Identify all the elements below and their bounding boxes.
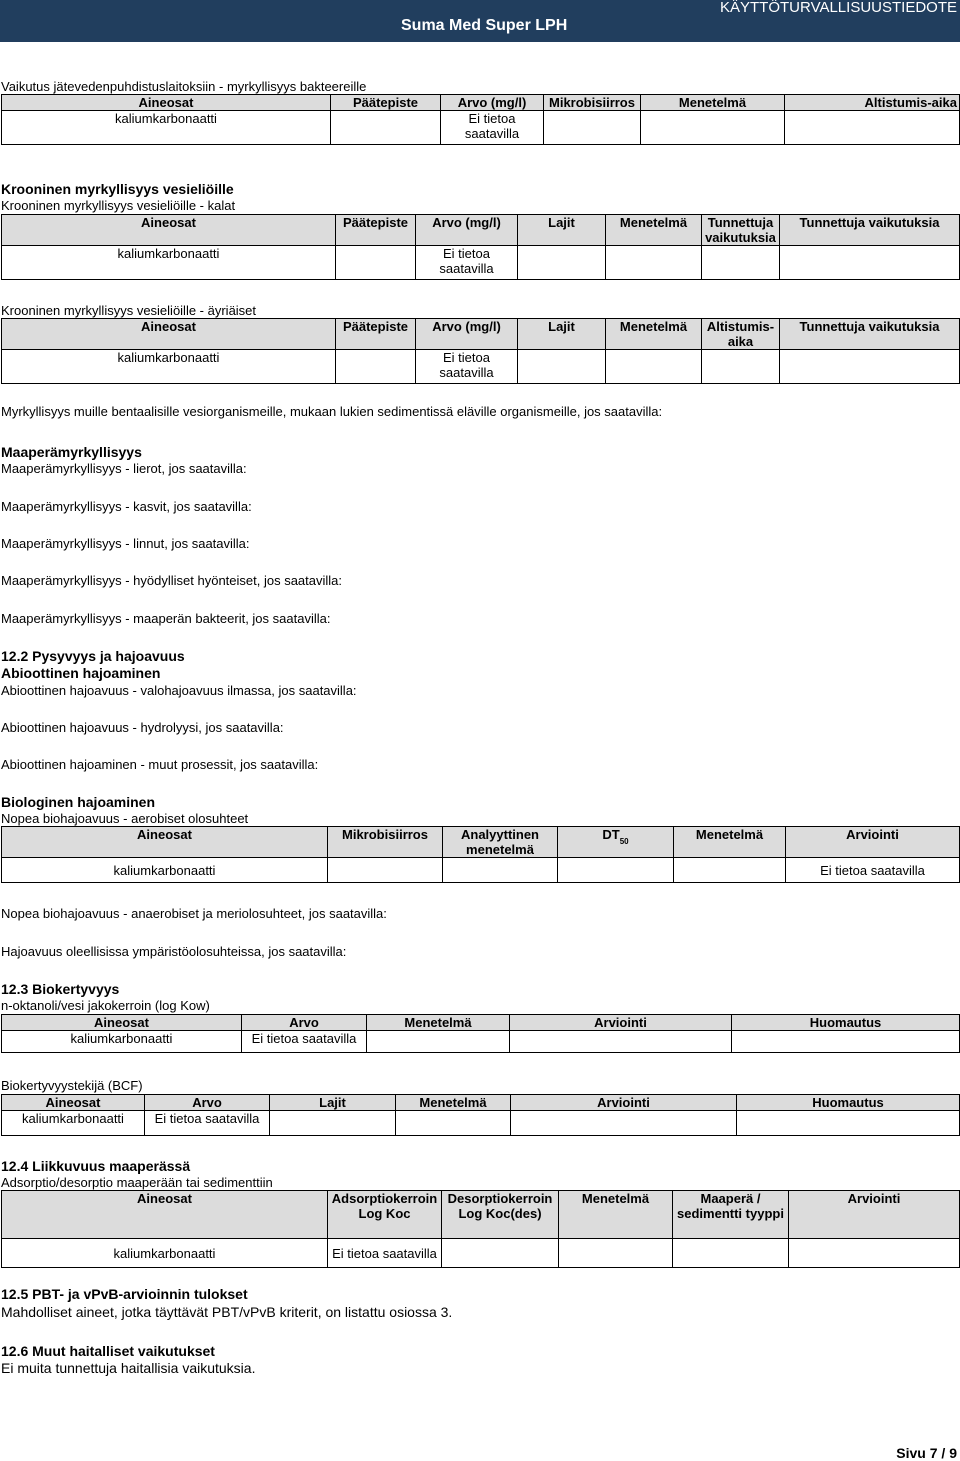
table-cell — [336, 350, 416, 384]
column-header: Päätepiste — [331, 95, 441, 111]
column-header: Lajit — [518, 215, 606, 246]
table-header-row — [2, 1095, 960, 1111]
table-cell: kaliumkarbonaatti — [2, 111, 331, 145]
document-title: KÄYTTÖTURVALLISUUSTIEDOTE — [720, 0, 957, 16]
column-header: Aineosat — [2, 1191, 328, 1239]
chronic-fish-table — [1, 214, 960, 280]
table-header-row — [2, 95, 960, 111]
kow-title: n-oktanoli/vesi jakokerroin (log Kow) — [1, 998, 210, 1013]
section-12-2-title: 12.2 Pysyvyys ja hajoavuus — [1, 648, 185, 664]
column-header: Menetelmä — [674, 827, 786, 858]
column-header: Aineosat — [2, 215, 336, 246]
chronic-crustaceans-table — [1, 318, 960, 384]
table-cell: Ei tietoa saatavilla — [145, 1111, 270, 1136]
table-cell: Ei tietoa saatavilla — [786, 858, 960, 883]
table-cell — [518, 246, 606, 280]
aerobic-title: Nopea biohajoavuus - aerobiset olosuhteet — [1, 811, 249, 826]
kow-table — [1, 1014, 960, 1053]
soil-line: Maaperämyrkyllisyys - linnut, jos saatavilla: — [1, 536, 250, 551]
table-header-row — [2, 1191, 960, 1239]
table-row — [2, 350, 960, 384]
table-cell — [518, 350, 606, 384]
table-cell: Ei tietoa saatavilla — [328, 1239, 442, 1268]
product-name: Suma Med Super LPH — [401, 17, 568, 34]
table-cell: Ei tietoa saatavilla — [242, 1031, 367, 1053]
dt-subscript: 50 — [619, 837, 629, 846]
table-header-row — [2, 1015, 960, 1031]
column-header: Menetelmä — [367, 1015, 510, 1031]
column-header: Arviointi — [511, 1095, 737, 1111]
table-cell — [606, 350, 702, 384]
table-cell: kaliumkarbonaatti — [2, 1111, 145, 1136]
column-header: Aineosat — [2, 827, 328, 858]
table-cell — [270, 1111, 396, 1136]
table-row — [2, 246, 960, 280]
table-cell: kaliumkarbonaatti — [2, 246, 336, 280]
table-header-row — [2, 827, 960, 858]
aerobic-table — [1, 826, 960, 883]
biologic-title: Biologinen hajoaminen — [1, 794, 156, 810]
adsorption-table — [1, 1190, 960, 1268]
column-header: Tunnettuja vaikutuksia — [780, 215, 960, 246]
table-cell: Ei tietoa saatavilla — [441, 111, 544, 145]
column-header: Altistumis-aika — [702, 319, 780, 350]
table-cell — [328, 858, 443, 883]
table-cell — [606, 246, 702, 280]
table-cell — [780, 246, 960, 280]
column-header: Lajit — [518, 319, 606, 350]
table-cell — [789, 1239, 960, 1268]
table-cell — [780, 350, 960, 384]
table-cell — [396, 1111, 511, 1136]
env-relevant-text: Hajoavuus oleellisissa ympäristöolosuhteissa, jos saatavilla: — [1, 944, 347, 959]
column-header: Aineosat — [2, 319, 336, 350]
table-cell: kaliumkarbonaatti — [2, 350, 336, 384]
column-header: Altistumis-aika — [785, 95, 960, 111]
table-cell — [443, 858, 558, 883]
document-header — [0, 0, 960, 42]
soil-line: Maaperämyrkyllisyys - kasvit, jos saatavilla: — [1, 499, 252, 514]
anaerobic-text: Nopea biohajoavuus - anaerobiset ja meriolosuhteet, jos saatavilla: — [1, 906, 387, 921]
table-cell — [510, 1031, 732, 1053]
table-cell — [511, 1111, 737, 1136]
table-cell — [732, 1031, 960, 1053]
soil-line: Maaperämyrkyllisyys - maaperän bakteerit, jos saatavilla: — [1, 611, 331, 626]
soil-line: Maaperämyrkyllisyys - hyödylliset hyönteiset, jos saatavilla: — [1, 573, 343, 588]
table-cell — [442, 1239, 559, 1268]
abiotic-title: Abioottinen hajoaminen — [1, 665, 161, 681]
column-header: Arvo — [145, 1095, 270, 1111]
column-header — [558, 827, 674, 858]
column-header: Arvo (mg/l) — [416, 319, 518, 350]
table-cell — [702, 246, 780, 280]
column-header: Arvo (mg/l) — [416, 215, 518, 246]
wastewater-title: Vaikutus jätevedenpuhdistuslaitoksiin - myrkyllisyys bakteereille — [1, 79, 367, 94]
column-header: Aineosat — [2, 95, 331, 111]
dt-label: DT — [602, 827, 620, 842]
table-cell — [673, 1239, 789, 1268]
column-header: Arviointi — [786, 827, 960, 858]
column-header: Mikrobisiirros — [544, 95, 641, 111]
column-header: Arvo — [242, 1015, 367, 1031]
table-row — [2, 1111, 960, 1136]
table-cell — [785, 111, 960, 145]
column-header: Aineosat — [2, 1015, 242, 1031]
section-12-5-title: 12.5 PBT- ja vPvB-arvioinnin tulokset — [1, 1286, 248, 1302]
table-cell: kaliumkarbonaatti — [2, 1031, 242, 1053]
chronic-fish-title: Krooninen myrkyllisyys vesieliöille - kalat — [1, 198, 236, 213]
column-header: Analyyttinen menetelmä — [443, 827, 558, 858]
table-cell: kaliumkarbonaatti — [2, 1239, 328, 1268]
soil-title: Maaperämyrkyllisyys — [1, 444, 142, 460]
table-cell — [559, 1239, 673, 1268]
column-header: Päätepiste — [336, 319, 416, 350]
bcf-title: Biokertyvyystekijä (BCF) — [1, 1078, 143, 1093]
column-header: Tunnettuja vaikutuksia — [702, 215, 780, 246]
column-header: Menetelmä — [559, 1191, 673, 1239]
column-header: Huomautus — [737, 1095, 960, 1111]
column-header: Desorptiokerroin Log Koc(des) — [442, 1191, 559, 1239]
column-header: Mikrobisiirros — [328, 827, 443, 858]
table-row — [2, 1239, 960, 1268]
table-cell — [544, 111, 641, 145]
column-header: Arvo (mg/l) — [441, 95, 544, 111]
chronic-title: Krooninen myrkyllisyys vesieliöille — [1, 181, 234, 197]
section-12-3-title: 12.3 Biokertyvyys — [1, 981, 120, 997]
section-12-6-title: 12.6 Muut haitalliset vaikutukset — [1, 1343, 215, 1359]
table-row — [2, 1031, 960, 1053]
pbt-text: Mahdolliset aineet, jotka täyttävät PBT/vPvB kriterit, on listattu osiossa 3. — [1, 1304, 453, 1320]
column-header: Tunnettuja vaikutuksia — [780, 319, 960, 350]
adsorption-title: Adsorptio/desorptio maaperään tai sedimenttiin — [1, 1175, 273, 1190]
table-cell — [336, 246, 416, 280]
benthic-text: Myrkyllisyys muille bentaalisille vesiorganismeille, mukaan lukien sedimentissä eläville organismeille, jos saatavilla: — [1, 404, 663, 419]
bcf-table — [1, 1094, 960, 1136]
table-cell — [641, 111, 785, 145]
abiotic-line: Abioottinen hajoavuus - hydrolyysi, jos saatavilla: — [1, 720, 284, 735]
abiotic-line: Abioottinen hajoavuus - valohajoavuus ilmassa, jos saatavilla: — [1, 683, 357, 698]
page-number: Sivu 7 / 9 — [896, 1445, 957, 1461]
column-header: Arviointi — [510, 1015, 732, 1031]
table-cell — [737, 1111, 960, 1136]
abiotic-line: Abioottinen hajoaminen - muut prosessit, jos saatavilla: — [1, 757, 319, 772]
soil-line: Maaperämyrkyllisyys - lierot, jos saatavilla: — [1, 461, 247, 476]
table-row — [2, 111, 960, 145]
column-header: Maaperä / sedimentti tyyppi — [673, 1191, 789, 1239]
table-cell: kaliumkarbonaatti — [2, 858, 328, 883]
column-header: Aineosat — [2, 1095, 145, 1111]
table-header-row — [2, 215, 960, 246]
table-cell — [367, 1031, 510, 1053]
table-cell — [674, 858, 786, 883]
column-header: Huomautus — [732, 1015, 960, 1031]
column-header: Arviointi — [789, 1191, 960, 1239]
other-effects-text: Ei muita tunnettuja haitallisia vaikutuksia. — [1, 1360, 256, 1376]
column-header: Päätepiste — [336, 215, 416, 246]
table-row — [2, 858, 960, 883]
column-header: Menetelmä — [606, 319, 702, 350]
table-cell: Ei tietoa saatavilla — [416, 246, 518, 280]
table-cell: Ei tietoa saatavilla — [416, 350, 518, 384]
column-header: Menetelmä — [396, 1095, 511, 1111]
table-cell — [702, 350, 780, 384]
chronic-crustaceans-title: Krooninen myrkyllisyys vesieliöille - äyriäiset — [1, 303, 257, 318]
column-header: Menetelmä — [606, 215, 702, 246]
column-header: Menetelmä — [641, 95, 785, 111]
table-header-row — [2, 319, 960, 350]
column-header: Adsorptiokerroin Log Koc — [328, 1191, 442, 1239]
section-12-4-title: 12.4 Liikkuvuus maaperässä — [1, 1158, 191, 1174]
table-cell — [558, 858, 674, 883]
column-header: Lajit — [270, 1095, 396, 1111]
wastewater-table — [1, 94, 960, 145]
table-cell — [331, 111, 441, 145]
